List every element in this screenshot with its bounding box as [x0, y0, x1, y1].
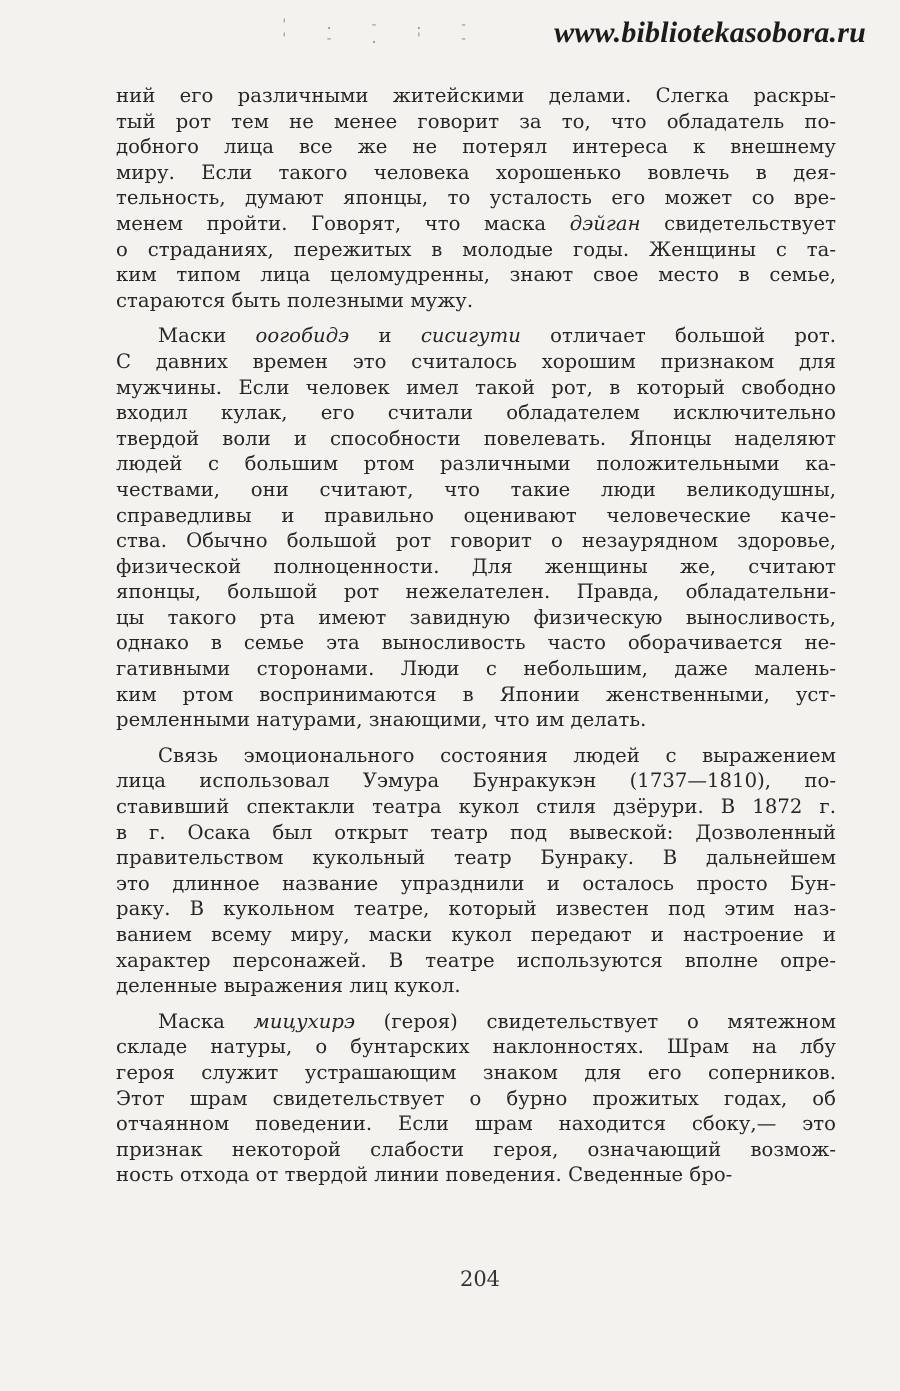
- text-line: Этот шрам свидетельствует о бурно прожитых годах, об: [116, 1086, 836, 1110]
- text-line: ванием всему миру, маски кукол передают и настроение и: [116, 923, 836, 946]
- text-line: ставивший спектакли театра кукол стиля дзёрури. В 1872 г.: [116, 795, 836, 819]
- text-line: тый рот тем не менее говорит за то, что обладатель по-: [116, 109, 836, 133]
- text-line: миру. Если такого человека хорошенько вовлечь в дея-: [116, 160, 836, 184]
- text-line: ний его различными житейскими делами. Слегка раскры-: [116, 84, 836, 107]
- text-line: складе натуры, о бунтарских наклонностях. Шрам на лбу: [116, 1035, 836, 1059]
- text-segment: (героя) свидетельствует о мятежном: [355, 1009, 836, 1033]
- page-number: 204: [459, 1267, 501, 1291]
- text-line: тельность, думают японцы, то усталость его может со вре-: [116, 186, 836, 210]
- text-segment: менем пройти. Говорят, что маска: [116, 211, 570, 235]
- text-line: чествами, они считают, что такие люди великодушны,: [116, 477, 836, 501]
- text-line: деленные выражения лиц кукол.: [116, 974, 461, 998]
- text-line: людей с большим ртом различными положительными ка-: [116, 452, 836, 476]
- text-line: С давних времен это считалось хорошим признаком для: [116, 349, 836, 373]
- text-line: Связь эмоционального состояния людей с выражением: [158, 743, 836, 767]
- text-line: стараются быть полезными мужу.: [116, 288, 474, 312]
- page-body: [116, 83, 836, 1188]
- text-line: добного лица все же не потерял интереса к внешнему: [116, 135, 836, 159]
- scan-specks: ' . - . - ' - . ' -: [280, 17, 482, 47]
- paragraph: [116, 1009, 836, 1188]
- text-line: [116, 323, 836, 349]
- site-watermark: www.bibliotekasobora.ru: [554, 16, 866, 49]
- text-segment: и: [349, 324, 421, 348]
- text-line: признак некоторой слабости героя, означающий возмож-: [116, 1137, 836, 1161]
- text-segment: отличает большой рот.: [520, 324, 836, 348]
- text-line: героя служит устрашающим знаком для его соперников.: [116, 1060, 836, 1084]
- text-line: характер персонажей. В театре используются вполне опре-: [116, 948, 836, 972]
- italic-term: сисигути: [420, 324, 521, 348]
- text-line: лица использовал Уэмура Бунракукэн (1737—1810), по-: [116, 769, 836, 793]
- text-line: входил кулак, его считали обладателем исключительно: [116, 401, 836, 425]
- italic-term: дэйган: [569, 211, 641, 235]
- text-line: раку. В кукольном театре, который известен под этим наз-: [116, 897, 836, 921]
- text-line: ким типом лица целомудренны, знают свое место в семье,: [116, 263, 836, 287]
- text-line: твердой воли и способности повелевать. Японцы наделяют: [116, 426, 836, 450]
- paragraph: [116, 743, 836, 999]
- text-line: ремленными натурами, знающими, что им делать.: [116, 708, 647, 732]
- text-line: ства. Обычно большой рот говорит о незаурядном здоровье,: [116, 529, 836, 553]
- text-line: в г. Осака был открыт театр под вывеской: Дозволенный: [116, 820, 836, 844]
- paragraph: [116, 83, 836, 313]
- text-line: гативными сторонами. Люди с небольшим, даже малень-: [116, 657, 836, 681]
- text-line: цы такого рта имеют завидную физическую выносливость,: [116, 605, 836, 629]
- paragraph: [116, 323, 836, 733]
- italic-term: мицухирэ: [253, 1009, 356, 1033]
- text-segment: Маски: [158, 324, 256, 348]
- text-line: о страданиях, пережитых в молодые годы. Женщины с та-: [116, 237, 836, 261]
- text-line: ность отхода от твердой линии поведения. Сведенные бро-: [116, 1163, 733, 1187]
- text-line: [116, 211, 836, 237]
- text-segment: свидетельствует: [640, 211, 836, 235]
- italic-term: оогобидэ: [255, 324, 350, 348]
- text-line: ким ртом воспринимаются в Японии женственными, уст-: [116, 682, 836, 706]
- text-line: справедливы и правильно оценивают человеческие каче-: [116, 503, 836, 527]
- text-line: [116, 1009, 836, 1035]
- text-line: однако в семье эта выносливость часто оборачивается не-: [116, 631, 836, 655]
- text-line: физической полноценности. Для женщины же, считают: [116, 554, 836, 578]
- text-line: мужчины. Если человек имел такой рот, в который свободно: [116, 375, 836, 399]
- text-line: правительством кукольный театр Бунраку. В дальнейшем: [116, 846, 836, 870]
- text-line: отчаянном поведении. Если шрам находится сбоку,— это: [116, 1112, 836, 1136]
- text-line: это длинное название упразднили и осталось просто Бун-: [116, 871, 836, 895]
- text-segment: Маска: [158, 1009, 254, 1033]
- text-line: японцы, большой рот нежелателен. Правда, обладательни-: [116, 580, 836, 604]
